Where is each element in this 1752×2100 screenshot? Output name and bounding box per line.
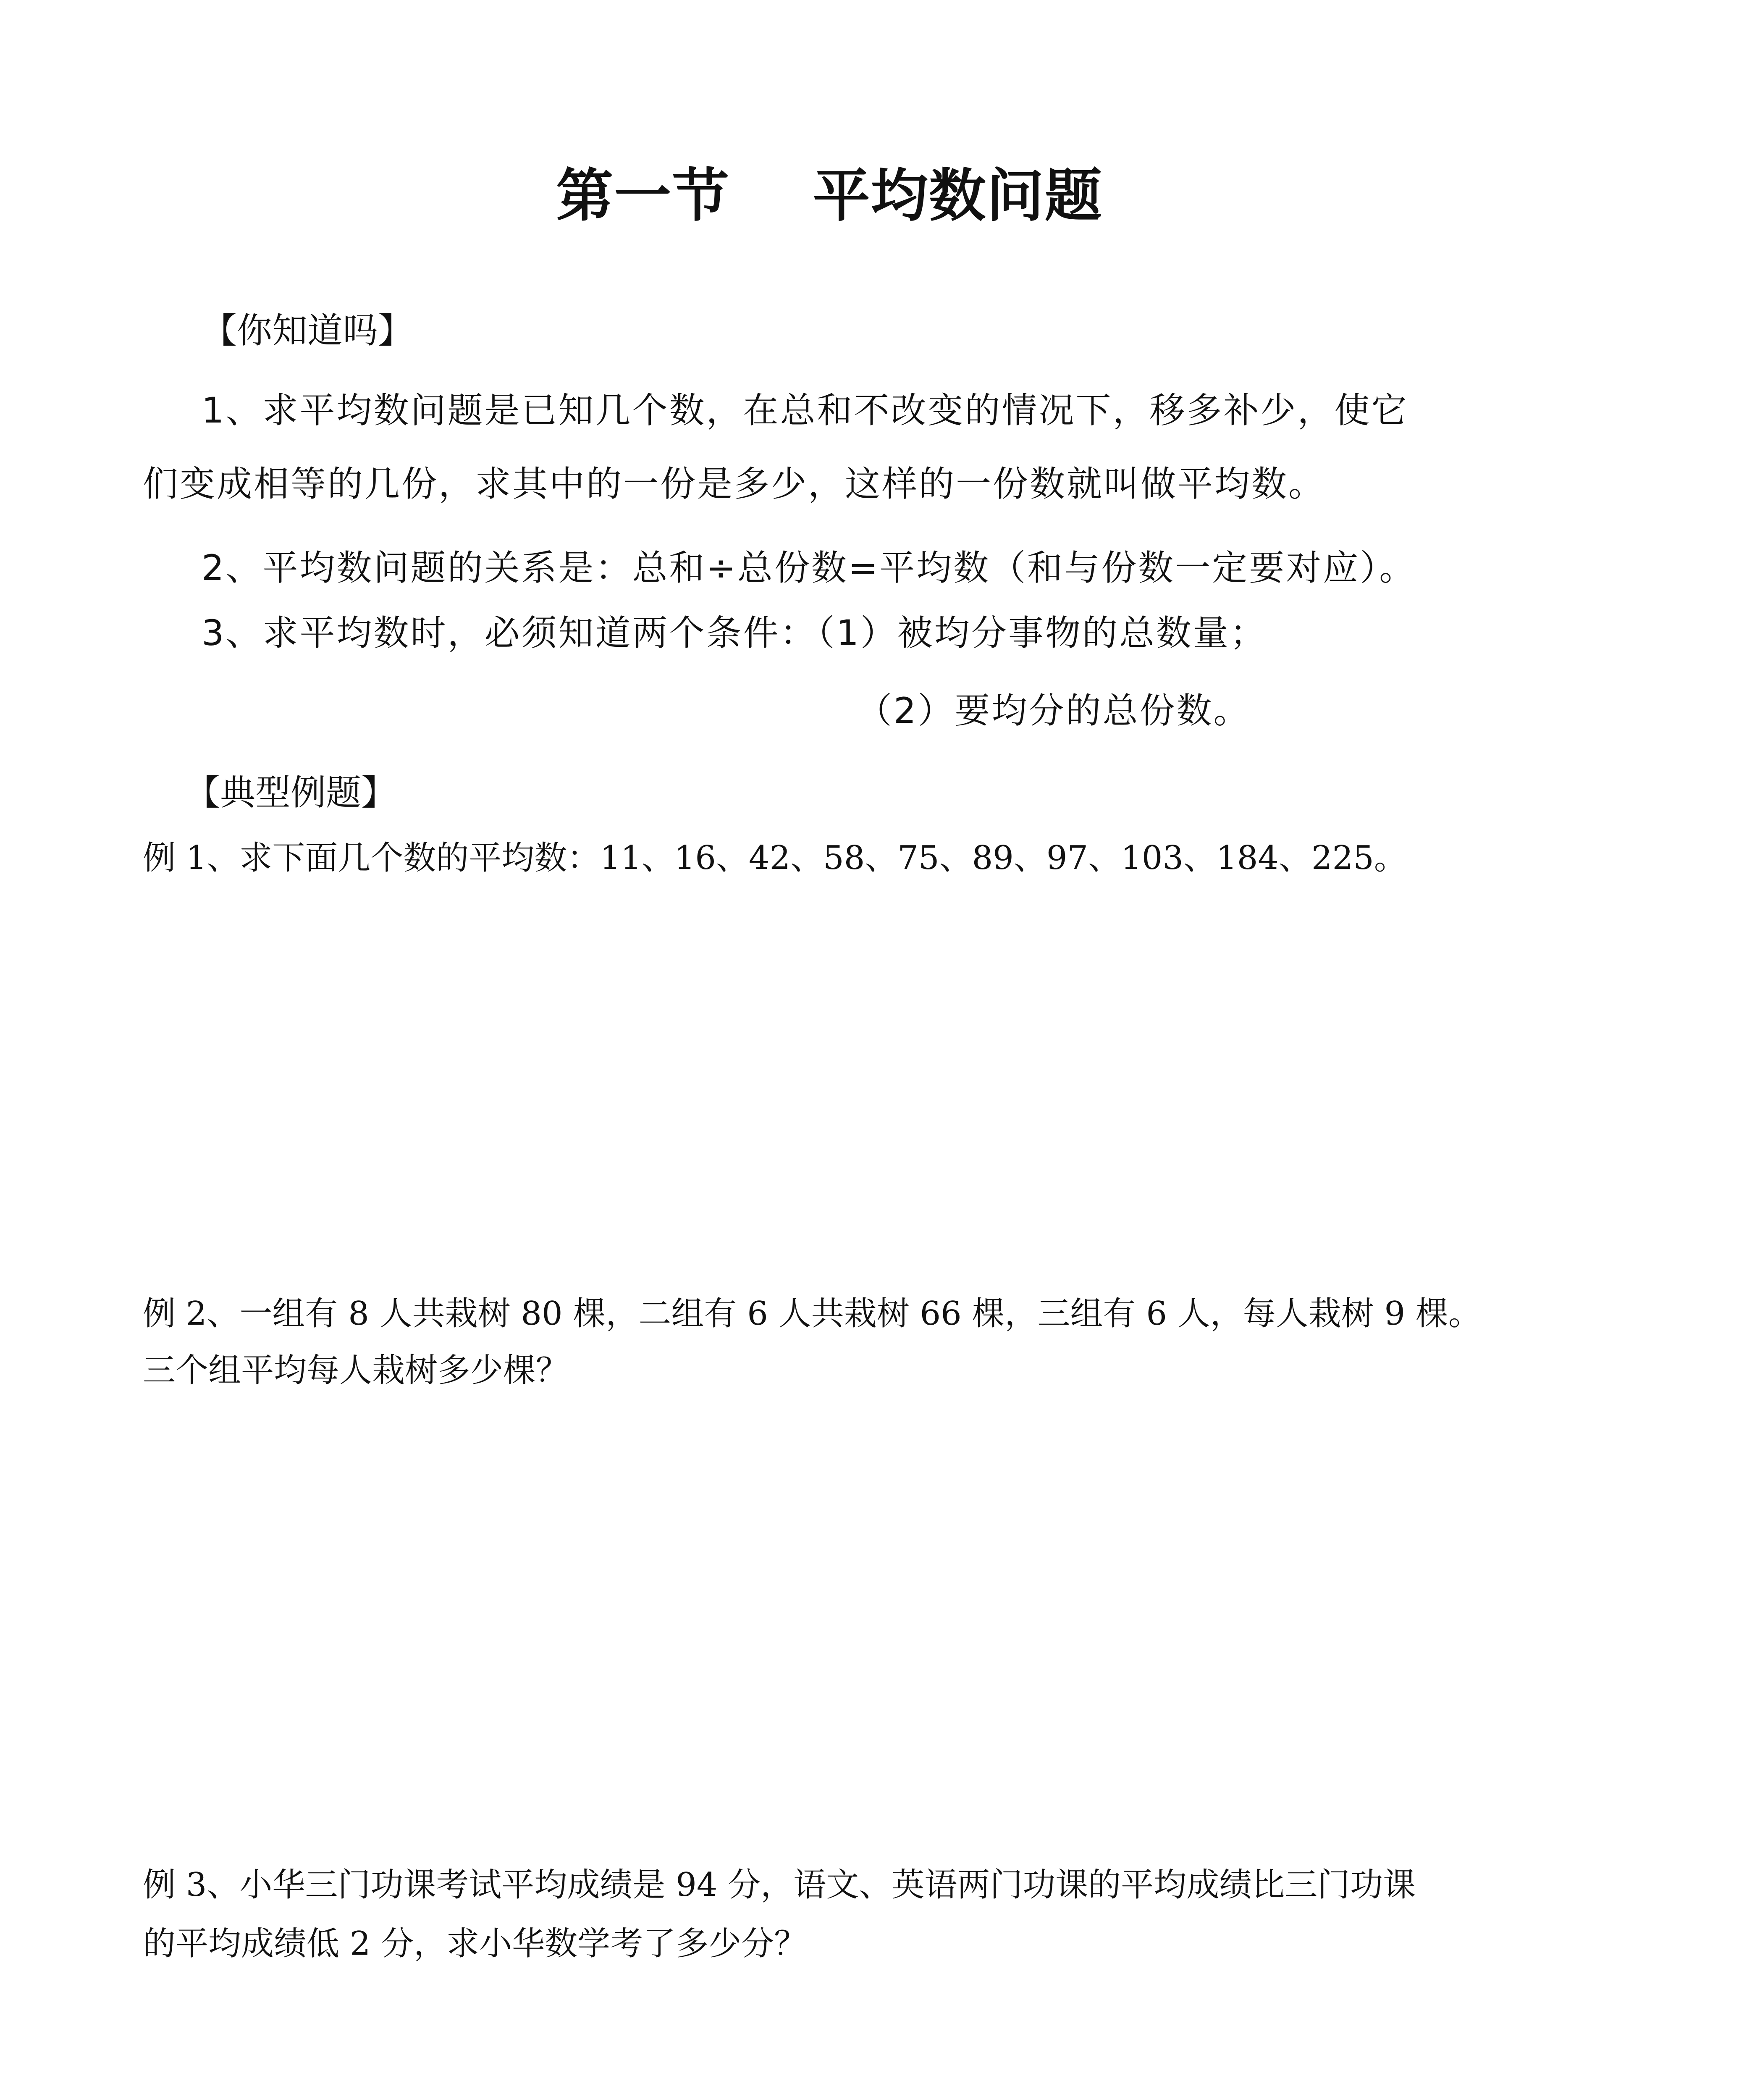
- example-3-line-1: 例 3、小华三门功课考试平均成绩是 94 分，语文、英语两门功课的平均成绩比三门功课: [143, 1866, 1416, 1904]
- example-2-line-1: 例 2、一组有 8 人共栽树 80 棵，二组有 6 人共栽树 66 棵，三组有 6 人，每人栽树 9 棵。: [143, 1295, 1481, 1333]
- page-title: 第一节 平均数问题: [556, 162, 1103, 229]
- know-point-1-line-2: 们变成相等的几份，求其中的一份是多少，这样的一份数就叫做平均数。: [143, 463, 1326, 504]
- examples-section-heading: 【典型例题】: [185, 772, 397, 813]
- know-point-3-line-1: 3、求平均数时，必须知道两个条件：（1）被均分事物的总数量；: [202, 612, 1267, 654]
- know-point-3-line-2: （2）要均分的总份数。: [857, 690, 1251, 731]
- know-point-2: 2、平均数问题的关系是：总和÷总份数=平均数（和与份数一定要对应）。: [202, 547, 1416, 588]
- know-point-1-line-1: 1、求平均数问题是已知几个数，在总和不改变的情况下，移多补少，使它: [202, 390, 1408, 431]
- example-2-line-2: 三个组平均每人栽树多少棵？: [143, 1352, 569, 1389]
- know-section-heading: 【你知道吗】: [202, 310, 414, 351]
- example-3-line-2: 的平均成绩低 2 分，求小华数学考了多少分？: [143, 1925, 807, 1963]
- example-1: 例 1、求下面几个数的平均数：11、16、42、58、75、89、97、103、184、225。: [143, 839, 1407, 877]
